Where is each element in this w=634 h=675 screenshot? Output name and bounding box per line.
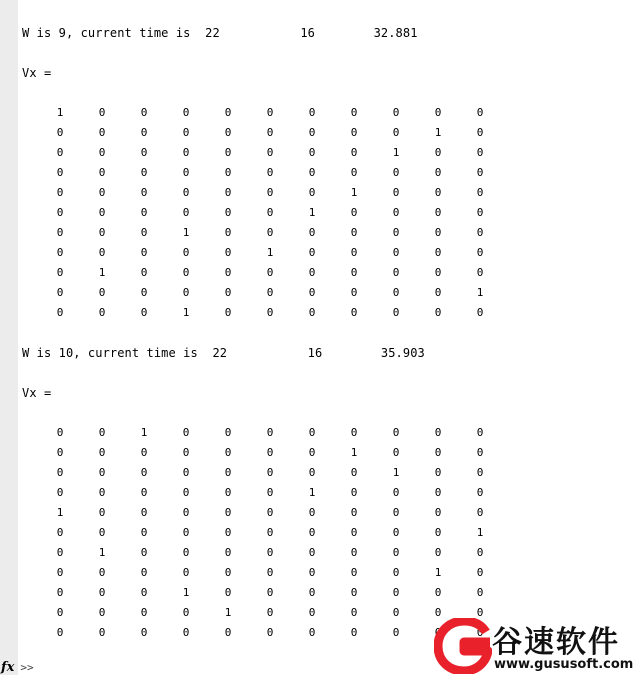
matrix-cell: 0: [434, 226, 442, 239]
matrix-cell: 0: [266, 626, 274, 639]
matrix-cell: 0: [434, 626, 442, 639]
matrix-cell: 0: [140, 246, 148, 259]
matrix-cell: 0: [98, 126, 106, 139]
matrix-cell: 0: [98, 306, 106, 319]
matrix-cell: 0: [392, 546, 400, 559]
function-browser-icon[interactable]: fx: [1, 660, 15, 675]
matrix-cell: 0: [392, 586, 400, 599]
matrix-cell: 0: [224, 286, 232, 299]
matrix-cell: 0: [392, 566, 400, 579]
matrix-cell: 0: [182, 146, 190, 159]
matrix-cell: 0: [392, 606, 400, 619]
matrix-cell: 0: [266, 566, 274, 579]
matrix-cell: 0: [224, 566, 232, 579]
matrix-cell: 0: [56, 186, 64, 199]
matrix-cell: 0: [182, 186, 190, 199]
matrix-cell: 0: [266, 586, 274, 599]
matrix-cell: 0: [224, 146, 232, 159]
matrix-cell: 0: [266, 446, 274, 459]
matrix-cell: 0: [224, 226, 232, 239]
matrix-cell: 0: [308, 466, 316, 479]
matrix-cell: 0: [224, 246, 232, 259]
matrix-cell: 0: [56, 226, 64, 239]
matrix-cell: 0: [98, 426, 106, 439]
matrix-cell: 1: [308, 486, 316, 499]
matrix-cell: 0: [224, 626, 232, 639]
matrix-cell: 0: [56, 466, 64, 479]
matrix-cell: 0: [56, 166, 64, 179]
matrix-cell: 0: [98, 246, 106, 259]
watermark-logo: [434, 615, 634, 675]
matrix-cell: 0: [182, 566, 190, 579]
matrix-cell: 0: [182, 626, 190, 639]
matrix-cell: 0: [56, 266, 64, 279]
matrix-cell: 0: [308, 266, 316, 279]
matrix-cell: 0: [266, 226, 274, 239]
matrix-cell: 0: [308, 106, 316, 119]
matrix-cell: 0: [224, 506, 232, 519]
matrix-cell: 0: [392, 186, 400, 199]
matrix-cell: 0: [140, 586, 148, 599]
matrix-cell: 0: [56, 546, 64, 559]
matrix-cell: 0: [308, 626, 316, 639]
matrix-cell: 0: [224, 306, 232, 319]
block-2-var-label: Vx =: [22, 386, 52, 400]
matrix-cell: 0: [56, 286, 64, 299]
matrix-cell: 0: [350, 586, 358, 599]
matrix-cell: 0: [476, 506, 484, 519]
matrix-cell: 1: [476, 526, 484, 539]
matrix-cell: 0: [434, 526, 442, 539]
matrix-cell: 0: [392, 526, 400, 539]
matrix-cell: 0: [182, 506, 190, 519]
matrix-cell: 0: [350, 526, 358, 539]
matrix-cell: 1: [182, 226, 190, 239]
matrix-cell: 0: [434, 286, 442, 299]
matrix-cell: 0: [392, 306, 400, 319]
matrix-cell: 0: [56, 446, 64, 459]
matrix-cell: 0: [140, 566, 148, 579]
gusu-logo-icon: [434, 618, 492, 674]
matrix-cell: 0: [224, 526, 232, 539]
matrix-cell: 0: [434, 246, 442, 259]
matrix-cell: 0: [98, 446, 106, 459]
matrix-cell: 0: [182, 266, 190, 279]
matrix-cell: 0: [140, 306, 148, 319]
matrix-cell: 0: [434, 426, 442, 439]
matrix-cell: 0: [434, 446, 442, 459]
matrix-cell: 0: [98, 206, 106, 219]
matrix-cell: 0: [56, 306, 64, 319]
matrix-cell: 0: [392, 166, 400, 179]
matrix-cell: 1: [266, 246, 274, 259]
matrix-cell: 0: [476, 306, 484, 319]
matrix-cell: 0: [434, 106, 442, 119]
matrix-cell: 0: [392, 446, 400, 459]
matrix-cell: 0: [98, 166, 106, 179]
matrix-cell: 0: [392, 626, 400, 639]
matrix-cell: 0: [56, 526, 64, 539]
matrix-cell: 0: [182, 606, 190, 619]
matrix-cell: 0: [56, 486, 64, 499]
matrix-cell: 0: [308, 126, 316, 139]
matrix-cell: 0: [266, 166, 274, 179]
matrix-cell: 0: [350, 606, 358, 619]
matrix-cell: 0: [350, 286, 358, 299]
matrix-cell: 0: [350, 126, 358, 139]
matrix-cell: 1: [350, 186, 358, 199]
matrix-cell: 0: [224, 266, 232, 279]
matrix-cell: 0: [182, 126, 190, 139]
matrix-cell: 0: [476, 206, 484, 219]
matrix-cell: 0: [350, 306, 358, 319]
matrix-cell: 0: [182, 526, 190, 539]
matrix-cell: 0: [140, 286, 148, 299]
matrix-cell: 0: [56, 126, 64, 139]
matrix-cell: 0: [140, 626, 148, 639]
matrix-cell: 0: [224, 486, 232, 499]
matrix-cell: 0: [350, 426, 358, 439]
matrix-cell: 0: [140, 506, 148, 519]
matrix-cell: 1: [182, 306, 190, 319]
matrix-cell: 0: [392, 126, 400, 139]
matrix-cell: 0: [476, 246, 484, 259]
matrix-cell: 0: [434, 266, 442, 279]
matrix-cell: 1: [56, 506, 64, 519]
matrix-cell: 0: [98, 286, 106, 299]
matrix-cell: 0: [308, 586, 316, 599]
matrix-cell: 0: [56, 626, 64, 639]
matrix-cell: 0: [56, 566, 64, 579]
prompt-symbol: >>: [20, 661, 34, 674]
matrix-cell: 0: [182, 166, 190, 179]
watermark-url: www.gususoft.com: [494, 657, 634, 672]
matrix-cell: 0: [392, 246, 400, 259]
matrix-cell: 0: [350, 506, 358, 519]
matrix-cell: 0: [182, 446, 190, 459]
matrix-cell: 0: [224, 206, 232, 219]
matrix-cell: 0: [98, 526, 106, 539]
matrix-cell: 0: [434, 166, 442, 179]
matrix-cell: 0: [392, 206, 400, 219]
matrix-cell: 0: [476, 126, 484, 139]
matrix-cell: 0: [266, 186, 274, 199]
matrix-cell: 0: [476, 266, 484, 279]
matrix-cell: 0: [350, 466, 358, 479]
matrix-cell: 0: [350, 546, 358, 559]
matrix-cell: 0: [434, 466, 442, 479]
matrix-cell: 0: [98, 106, 106, 119]
matrix-cell: 0: [308, 286, 316, 299]
matrix-cell: 0: [56, 206, 64, 219]
matrix-cell: 0: [308, 246, 316, 259]
matrix-cell: 0: [224, 546, 232, 559]
matrix-cell: 0: [350, 566, 358, 579]
matrix-cell: 0: [434, 306, 442, 319]
matrix-cell: 0: [350, 206, 358, 219]
matrix-cell: 0: [98, 486, 106, 499]
matrix-cell: 0: [98, 606, 106, 619]
matrix-cell: 0: [140, 526, 148, 539]
matrix-cell: 0: [434, 606, 442, 619]
matrix-cell: 0: [266, 606, 274, 619]
matrix-cell: 0: [476, 466, 484, 479]
matrix-cell: 0: [140, 166, 148, 179]
matrix-cell: 0: [308, 546, 316, 559]
matrix-cell: 0: [266, 306, 274, 319]
matrix-cell: 0: [266, 426, 274, 439]
matrix-cell: 0: [140, 546, 148, 559]
matrix-cell: 0: [56, 606, 64, 619]
matrix-cell: 0: [308, 186, 316, 199]
matrix-cell: 0: [182, 106, 190, 119]
matrix-cell: 0: [98, 186, 106, 199]
matrix-cell: 0: [182, 246, 190, 259]
matrix-cell: 0: [434, 506, 442, 519]
matrix-cell: 0: [476, 166, 484, 179]
matrix-cell: 0: [98, 226, 106, 239]
block-1-header: W is 9, current time is 22 16 32.881: [22, 26, 418, 40]
matrix-cell: 0: [182, 206, 190, 219]
matrix-cell: 0: [140, 606, 148, 619]
matrix-cell: 0: [224, 186, 232, 199]
matrix-cell: 1: [392, 146, 400, 159]
matrix-cell: 0: [350, 106, 358, 119]
matrix-cell: 0: [308, 606, 316, 619]
block-2-header: W is 10, current time is 22 16 35.903: [22, 346, 425, 360]
matrix-cell: 0: [140, 266, 148, 279]
matrix-cell: 0: [350, 246, 358, 259]
matrix-cell: 0: [266, 526, 274, 539]
matrix-cell: 0: [224, 106, 232, 119]
matrix-cell: 1: [56, 106, 64, 119]
matrix-cell: 0: [350, 266, 358, 279]
matrix-cell: 0: [434, 186, 442, 199]
matrix-cell: 0: [308, 426, 316, 439]
matrix-cell: 0: [224, 466, 232, 479]
matrix-cell: 0: [476, 146, 484, 159]
matrix-cell: 0: [56, 146, 64, 159]
matrix-cell: 0: [140, 186, 148, 199]
matrix-cell: 0: [476, 606, 484, 619]
matrix-cell: 1: [140, 426, 148, 439]
matrix-cell: 0: [350, 146, 358, 159]
matrix-cell: 0: [434, 146, 442, 159]
matrix-cell: 0: [98, 146, 106, 159]
matrix-cell: 0: [98, 506, 106, 519]
matrix-cell: 0: [266, 546, 274, 559]
matrix-cell: 0: [266, 146, 274, 159]
matrix-cell: 0: [308, 146, 316, 159]
block-1-var-label: Vx =: [22, 66, 52, 80]
matrix-cell: 0: [476, 446, 484, 459]
matrix-cell: 0: [266, 286, 274, 299]
matrix-cell: 0: [392, 426, 400, 439]
watermark-name: 谷速软件: [492, 625, 620, 660]
matrix-cell: 0: [308, 226, 316, 239]
matrix-cell: 1: [98, 266, 106, 279]
matrix-cell: 0: [476, 226, 484, 239]
matrix-cell: 0: [392, 286, 400, 299]
matrix-cell: 0: [392, 486, 400, 499]
matrix-cell: 0: [434, 486, 442, 499]
matrix-cell: 0: [224, 166, 232, 179]
matrix-cell: 1: [98, 546, 106, 559]
matrix-cell: 0: [308, 306, 316, 319]
matrix-cell: 0: [182, 286, 190, 299]
matrix-cell: 0: [434, 206, 442, 219]
matrix-cell: 0: [392, 506, 400, 519]
matrix-cell: 0: [434, 586, 442, 599]
matrix-cell: 0: [476, 486, 484, 499]
matrix-cell: 0: [308, 446, 316, 459]
matrix-cell: 0: [308, 166, 316, 179]
matrix-cell: 0: [392, 106, 400, 119]
matrix-cell: 0: [140, 126, 148, 139]
matrix-cell: 0: [140, 446, 148, 459]
matrix-cell: 0: [182, 546, 190, 559]
matrix-cell: 0: [98, 566, 106, 579]
matrix-cell: 0: [434, 546, 442, 559]
matrix-cell: 0: [476, 566, 484, 579]
matrix-cell: 0: [140, 146, 148, 159]
matrix-cell: 0: [476, 546, 484, 559]
matrix-cell: 0: [140, 486, 148, 499]
matrix-cell: 0: [308, 506, 316, 519]
matrix-cell: 0: [476, 426, 484, 439]
matrix-cell: 0: [266, 466, 274, 479]
matrix-cell: 0: [308, 526, 316, 539]
matrix-cell: 0: [56, 426, 64, 439]
matrix-cell: 0: [350, 166, 358, 179]
matrix-cell: 0: [140, 106, 148, 119]
matrix-cell: 0: [224, 586, 232, 599]
matrix-cell: 0: [56, 246, 64, 259]
matrix-cell: 0: [266, 206, 274, 219]
matrix-cell: 0: [182, 486, 190, 499]
matrix-cell: 1: [224, 606, 232, 619]
matrix-cell: 0: [350, 226, 358, 239]
matrix-cell: 0: [140, 226, 148, 239]
matrix-cell: 1: [350, 446, 358, 459]
matrix-cell: 0: [98, 466, 106, 479]
matrix-cell: 1: [308, 206, 316, 219]
matrix-cell: 0: [56, 586, 64, 599]
matrix-cell: 1: [434, 126, 442, 139]
matrix-cell: 0: [266, 486, 274, 499]
matrix-cell: 0: [308, 566, 316, 579]
matrix-cell: 0: [266, 126, 274, 139]
matrix-cell: 0: [266, 506, 274, 519]
matrix-cell: 1: [434, 566, 442, 579]
matrix-cell: 0: [140, 206, 148, 219]
matrix-cell: 0: [224, 126, 232, 139]
matrix-cell: 0: [224, 426, 232, 439]
matrix-cell: 0: [182, 426, 190, 439]
matrix-cell: 0: [350, 486, 358, 499]
matrix-cell: 1: [182, 586, 190, 599]
command-prompt[interactable]: [1, 660, 34, 675]
matrix-cell: 0: [476, 186, 484, 199]
matrix-cell: 0: [476, 626, 484, 639]
matrix-cell: 0: [476, 106, 484, 119]
matrix-cell: 0: [140, 466, 148, 479]
matrix-cell: 0: [98, 626, 106, 639]
matrix-cell: 0: [392, 266, 400, 279]
matrix-cell: 0: [224, 446, 232, 459]
matrix-cell: 1: [476, 286, 484, 299]
matrix-cell: 0: [350, 626, 358, 639]
matrix-cell: 0: [182, 466, 190, 479]
matrix-cell: 0: [392, 226, 400, 239]
matrix-cell: 0: [98, 586, 106, 599]
matrix-cell: 0: [266, 266, 274, 279]
matrix-cell: 0: [266, 106, 274, 119]
matrix-cell: 0: [476, 586, 484, 599]
matrix-cell: 1: [392, 466, 400, 479]
